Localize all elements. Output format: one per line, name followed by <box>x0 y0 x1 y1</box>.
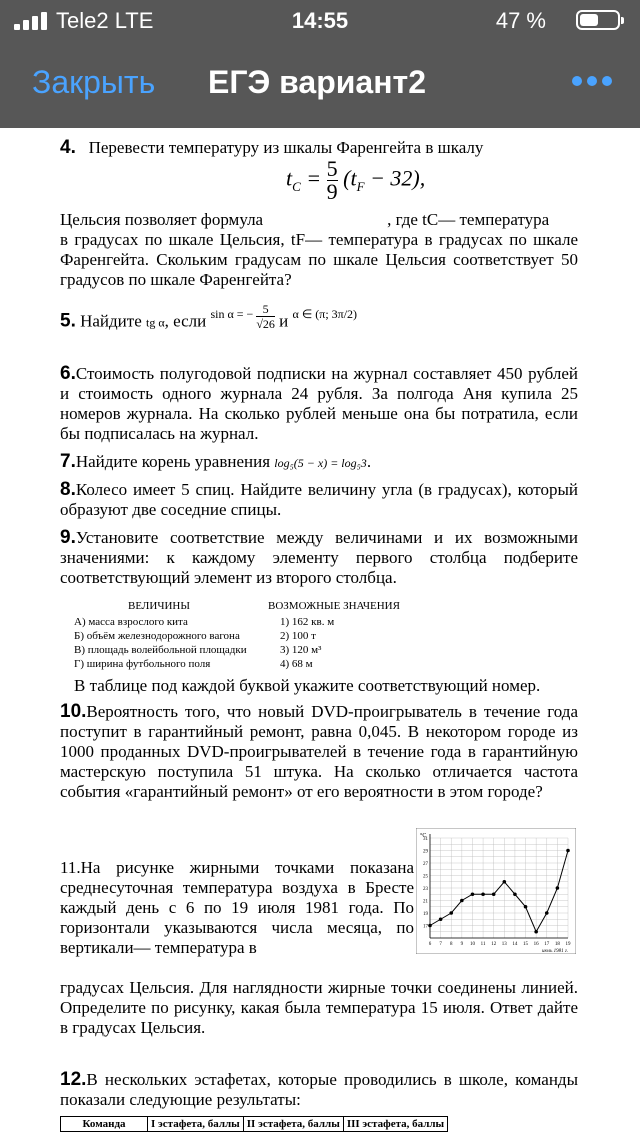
battery-percent: 47 % <box>495 8 546 33</box>
data-point <box>524 905 528 909</box>
x-tick-label: 13 <box>501 942 507 947</box>
y-tick-label: 21 <box>423 899 428 905</box>
x-axis-label: июль 1981 г. <box>542 949 568 954</box>
data-point <box>556 886 560 890</box>
y-tick-label: 25 <box>423 874 428 880</box>
x-tick-label: 17 <box>544 942 550 947</box>
question-number: 4. <box>60 137 76 158</box>
data-point <box>534 930 538 934</box>
question-11-body: градусах Цельсия. Для наглядности жирные точки соединены линией. Определите по рисунку, какая была температура 15 июля. Ответ дайте в градусах Цельсия. <box>60 978 578 1037</box>
y-tick-label: 23 <box>423 887 428 892</box>
x-tick-label: 10 <box>469 942 475 947</box>
question-text: Перевести температуру из шкалы Фаренгейта в шкалу <box>88 138 484 157</box>
x-tick-label: 19 <box>565 942 571 947</box>
table-cell: Г) ширина футбольного поля <box>74 658 211 670</box>
question-4-line1 <box>60 138 578 158</box>
ellipsis-icon[interactable] <box>572 76 612 88</box>
question-9-instruction: В таблице под каждой буквой укажите соответствующий номер. <box>74 676 541 695</box>
y-tick-label: 27 <box>423 862 428 867</box>
carrier-label: Tele2 LTE <box>56 8 154 33</box>
data-point <box>566 849 570 853</box>
y-tick-label: 17 <box>423 924 428 930</box>
question-4-line2: Цельсия позволяет формула , где tC— температура <box>60 210 550 229</box>
data-point <box>503 880 507 884</box>
question-10: 10.Вероятность того, что новый DVD-проигрыватель в течение года поступит в гарантийный ремонт, равна 0,045. В некотором городе из 1000 проданных DVD-проигрывателей в течение года в гарантийную мастерскую поступила 51 штука. На сколько отличается частота события «гарантийный ремонт» от его вероятности в этом городе? <box>60 701 578 801</box>
clock: 14:55 <box>291 8 349 33</box>
question-9: 9.Установите соответствие между величинами и их возможными значениями: к каждому элементу первого столбца подберите соответствующий элемент из второго столбца. <box>60 527 578 587</box>
x-tick-label: 12 <box>491 942 497 947</box>
status-bar <box>0 0 640 40</box>
x-tick-label: 15 <box>523 942 529 947</box>
table-cell: 1) 162 кв. м <box>280 616 335 628</box>
x-tick-label: 9 <box>460 942 464 947</box>
question-7: 7.Найдите корень уравнения log₅(5 − x) = log₅3. <box>60 451 372 472</box>
column-header: ВЕЛИЧИНЫ <box>128 600 190 612</box>
navigation-bar <box>0 40 640 128</box>
data-point <box>471 892 475 896</box>
data-point <box>545 911 549 915</box>
document-view[interactable] <box>0 128 640 1136</box>
question-6: 6.Стоимость полугодовой подписки на журнал составляет 450 рублей и стоимость одного журнала 24 рубля. За полгода Аня купила 25 номеров журнала. На сколько рублей меньше она бы потратила, если бы подписалась на журнал. <box>60 363 578 443</box>
data-point <box>492 892 496 896</box>
question-4-body: в градусах по шкале Цельсия, tF— температура в градусах по шкале Фаренгейта. Скольким градусам по шкале Цельсия соответствует 50 градусов по шкале Фаренгейта? <box>60 230 578 289</box>
data-point <box>481 892 485 896</box>
table-cell: Б) объём железнодорожного вагона <box>74 630 240 642</box>
x-tick-label: 8 <box>449 942 453 947</box>
x-tick-label: 18 <box>554 942 560 947</box>
y-axis-label: °C <box>420 833 427 839</box>
x-tick-label: 14 <box>512 942 518 947</box>
question-11-left: 11.На рисунке жирными точками показана среднесуточная температура воздуха в Бресте каждый день с 6 по 19 июля 1981 года. По горизонтали указываются числа месяца, по вертикали— температура в <box>60 858 414 957</box>
data-point <box>449 911 453 915</box>
data-point <box>439 917 443 921</box>
x-tick-label: 11 <box>480 942 486 947</box>
document-title: ЕГЭ вариант2 <box>208 64 426 100</box>
results-table <box>60 1116 448 1132</box>
table-cell: В) площадь волейбольной площадки <box>74 644 247 656</box>
table-header: III эстафета, баллы <box>343 1117 447 1132</box>
data-point <box>428 924 432 928</box>
data-point <box>460 899 464 903</box>
y-tick-label: 31 <box>423 837 428 842</box>
question-5: 5. Найдите tg α, если $^{sin \alpha = -}$ $\frac{5}{√26}$ и $^{\alpha \in (\pi; 3\pi/2)}$ <box>60 302 358 332</box>
table-cell: 3) 120 м³ <box>280 644 322 656</box>
conversion-formula: $t_C$ = $\frac{5}{9}$ $(t_F - 32)$, <box>286 156 426 204</box>
temperature-chart <box>416 828 576 954</box>
table-header: Команда <box>61 1117 148 1132</box>
question-12: 12.В нескольких эстафетах, которые проводились в школе, команды показали следующие результаты: <box>60 1069 578 1109</box>
y-tick-label: 19 <box>423 912 428 917</box>
y-tick-label: 29 <box>423 849 428 855</box>
table-header: II эстафета, баллы <box>243 1117 343 1132</box>
table-cell: 4) 68 м <box>280 658 313 670</box>
data-point <box>513 892 517 896</box>
x-tick-label: 6 <box>428 942 432 947</box>
table-header: I эстафета, баллы <box>148 1117 244 1132</box>
x-tick-label: 16 <box>533 942 539 947</box>
x-tick-label: 7 <box>439 942 442 947</box>
question-8: 8.Колесо имеет 5 спиц. Найдите величину угла (в градусах), который образуют две соседние спицы. <box>60 479 578 519</box>
battery-icon <box>576 10 620 30</box>
close-button[interactable]: Закрыть <box>32 64 156 100</box>
table-cell: 2) 100 т <box>280 630 316 642</box>
column-header: ВОЗМОЖНЫЕ ЗНАЧЕНИЯ <box>268 600 400 612</box>
table-cell: А) масса взрослого кита <box>74 616 188 628</box>
